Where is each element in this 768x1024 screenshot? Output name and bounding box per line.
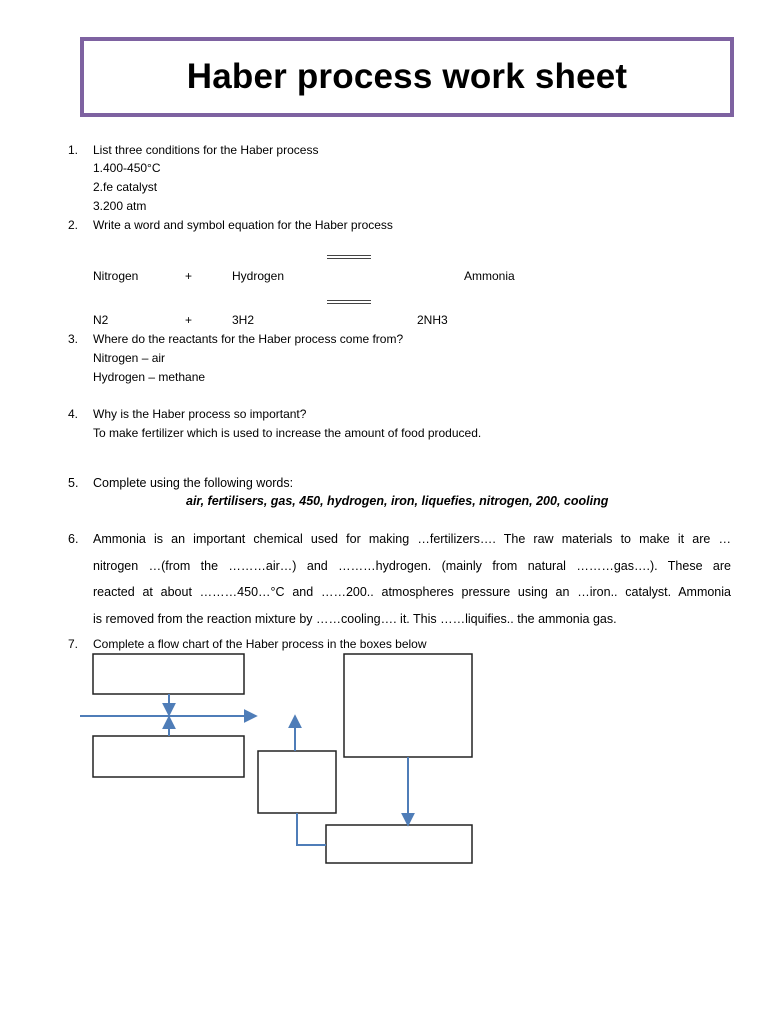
q1-answer-2: 2.fe catalyst [93, 180, 158, 194]
symbol-eq-3h2: 3H2 [232, 313, 255, 327]
symbol-eq-plus: + [185, 313, 193, 327]
q5-number: 5. [68, 476, 79, 490]
q2-question: Write a word and symbol equation for the Haber process [93, 218, 393, 232]
q1-question: List three conditions for the Haber process [93, 143, 319, 157]
q1-answer-3: 3.200 atm [93, 199, 147, 213]
q3-answer-2: Hydrogen – methane [93, 370, 206, 384]
q4-answer: To make fertilizer which is used to increase the amount of food produced. [93, 426, 482, 440]
q6-number: 6. [68, 532, 79, 546]
q1-number: 1. [68, 143, 79, 157]
flow-box-bottom-right[interactable] [326, 825, 472, 863]
q5-question: Complete using the following words: [93, 476, 294, 490]
q2-number: 2. [68, 218, 79, 232]
page-title: Haber process work sheet [186, 57, 628, 96]
flow-box-bottom-left[interactable] [93, 736, 244, 777]
q5-word-list: air, fertilisers, gas, 450, hydrogen, iron, liquefies, nitrogen, 200, cooling [186, 494, 609, 508]
flow-box-middle[interactable] [258, 751, 336, 813]
q7-number: 7. [68, 637, 79, 651]
q6-line-3: reacted at about ………450…°C and ……200.. atmospheres pressure using an …iron.. catalyst. Ammonia [93, 585, 731, 599]
flow-box-large[interactable] [344, 654, 472, 757]
q6-line-4: is removed from the reaction mixture by ……cooling…. it. This ……liquifies.. the ammonia gas. [93, 611, 617, 626]
q6-line-2: nitrogen …(from the ………air…) and ………hydrogen. (mainly from natural ………gas….). These are [93, 558, 731, 573]
q4-number: 4. [68, 407, 79, 421]
word-eq-hydrogen: Hydrogen [232, 269, 285, 283]
flow-connector-middle-to-bottom-right [297, 813, 326, 845]
flow-box-top-left[interactable] [93, 654, 244, 694]
q6-line-1: Ammonia is an important chemical used for making …fertilizers…. The raw materials to make it are … [93, 532, 731, 546]
symbol-eq-n2: N2 [93, 313, 109, 327]
q4-question: Why is the Haber process so important? [93, 407, 307, 421]
q1-answer-1: 1.400-450°C [93, 161, 161, 175]
q3-number: 3. [68, 332, 79, 346]
word-eq-plus: + [185, 269, 193, 283]
q3-question: Where do the reactants for the Haber process come from? [93, 332, 404, 346]
symbol-eq-2nh3: 2NH3 [417, 313, 448, 327]
q3-answer-1: Nitrogen – air [93, 351, 166, 365]
q7-question: Complete a flow chart of the Haber process in the boxes below [93, 637, 427, 651]
word-eq-ammonia: Ammonia [464, 269, 515, 283]
word-eq-nitrogen: Nitrogen [93, 269, 139, 283]
